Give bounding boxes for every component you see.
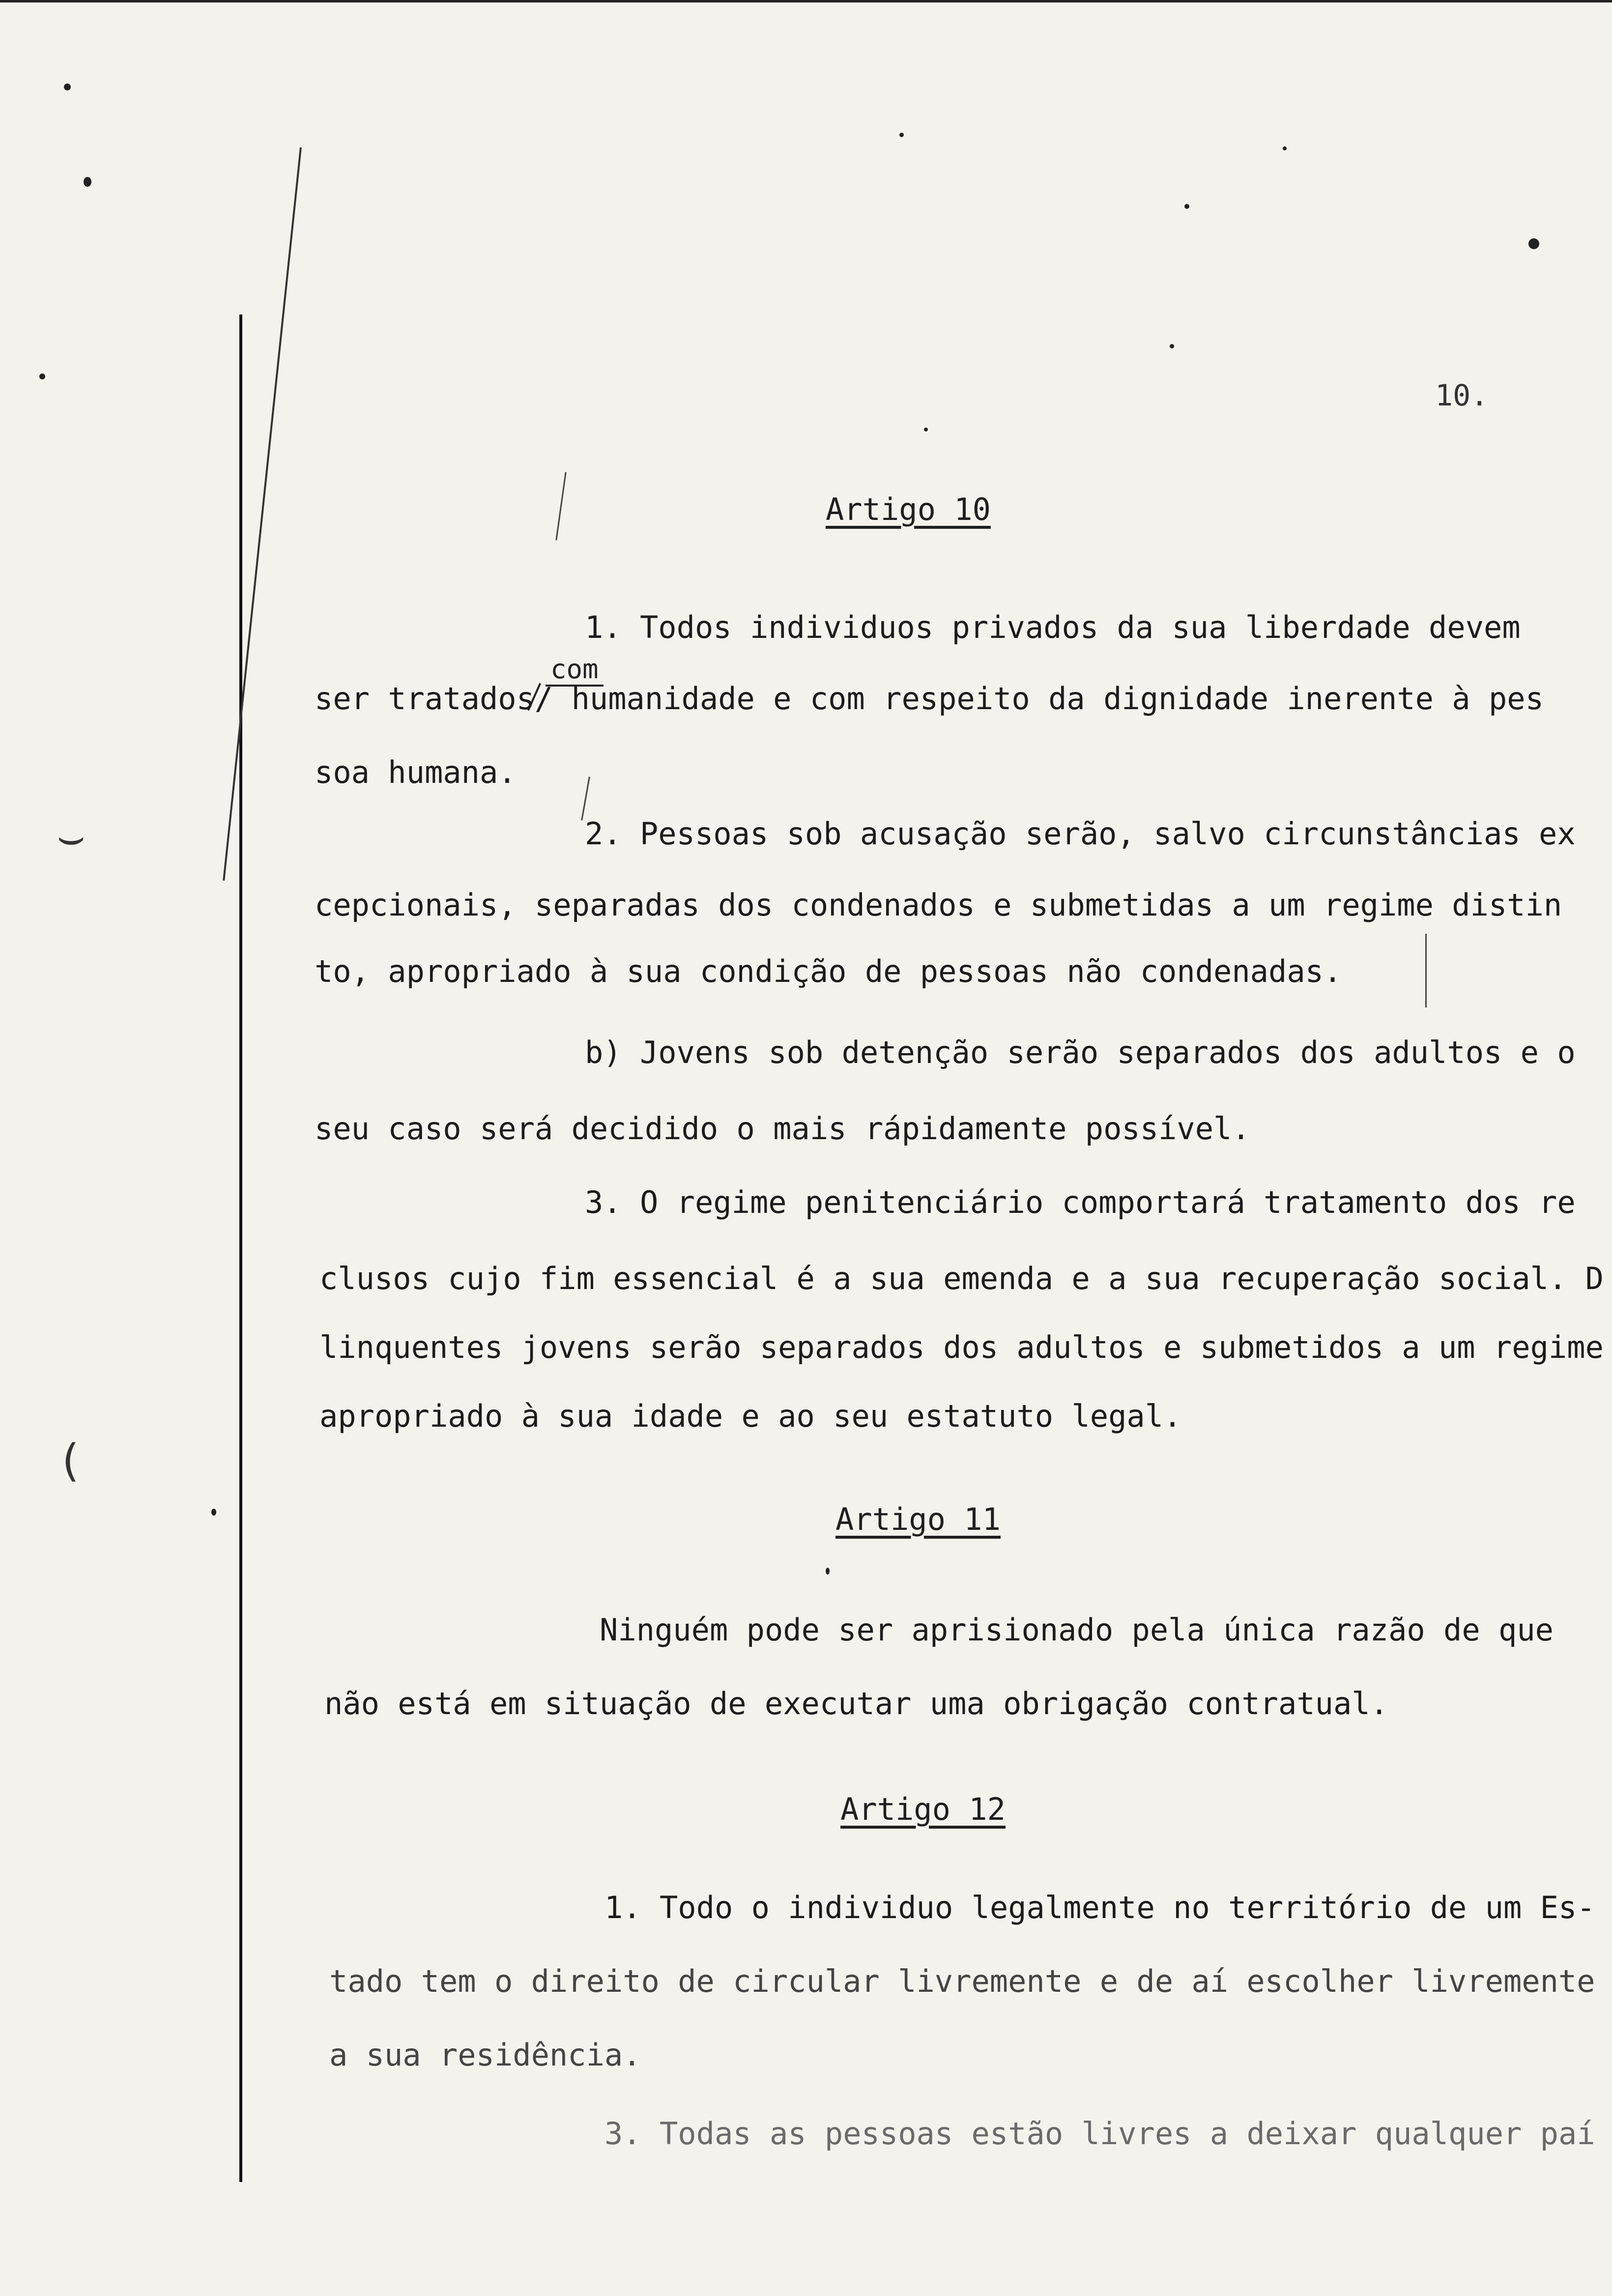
artigo-11-heading: Artigo 11: [835, 1501, 1001, 1537]
pencil-tick: [581, 776, 590, 820]
edge-mark: ⌣: [57, 811, 86, 862]
artigo-10-line: ser tratados/ humanidade e com respeito da dignidade inerente à pes: [315, 681, 1544, 717]
scan-speck: [1170, 344, 1174, 348]
artigo-10-line: 2. Pessoas sob acusação serão, salvo circunstâncias ex: [585, 816, 1576, 852]
artigo-10-heading: Artigo 10: [826, 491, 991, 527]
artigo-10-line: to, apropriado à sua condição de pessoas não condenadas.: [315, 953, 1342, 989]
artigo-12-line: 3. Todas as pessoas estão livres a deixar qualquer paí: [604, 2116, 1595, 2152]
artigo-10-line: b) Jovens sob detenção serão separados dos adultos e o: [585, 1034, 1576, 1070]
margin-line: [239, 315, 242, 2182]
scan-speck: [826, 1568, 830, 1575]
artigo-12-line: tado tem o direito de circular livremente e de aí escolher livremente: [329, 1963, 1595, 1999]
inserted-word: com: [546, 654, 604, 687]
pencil-tick: [1425, 934, 1427, 1007]
top-border: [0, 0, 1612, 2]
pencil-tick: [555, 472, 566, 540]
artigo-12-line: a sua residência.: [329, 2037, 641, 2073]
artigo-10-line: apropriado à sua idade e ao seu estatuto legal.: [319, 1398, 1182, 1434]
artigo-10-line: 3. O regime penitenciário comportará tratamento dos re: [585, 1184, 1576, 1220]
scan-speck: [1184, 204, 1189, 209]
artigo-12-heading: Artigo 12: [840, 1791, 1006, 1827]
page-number: 10.: [1435, 378, 1489, 413]
artigo-10-line: cepcionais, separadas dos condenados e submetidas a um regime distin: [315, 887, 1562, 923]
pencil-stroke: [223, 147, 302, 881]
scan-speck: [84, 177, 91, 187]
scan-speck: [899, 133, 904, 137]
artigo-11-line: Ninguém pode ser aprisionado pela única razão de que: [600, 1612, 1554, 1648]
scan-speck: [1283, 146, 1287, 150]
scan-speck: [64, 84, 71, 90]
scan-speck: [211, 1509, 216, 1516]
artigo-10-line: clusos cujo fim essencial é a sua emenda e a sua recuperação social. D: [319, 1261, 1604, 1296]
scan-speck: [39, 373, 45, 379]
artigo-10-line: seu caso será decidido o mais rápidamente possível.: [315, 1111, 1250, 1147]
edge-mark: (: [57, 1435, 84, 1487]
artigo-10-line: 1. Todos individuos privados da sua liberdade devem: [585, 609, 1521, 645]
artigo-10-line: linquentes jovens serão separados dos adultos e submetidos a um regime: [319, 1329, 1604, 1365]
artigo-12-line: 1. Todo o individuo legalmente no território de um Es-: [604, 1890, 1595, 1925]
scan-speck: [924, 428, 928, 431]
artigo-10-line: soa humana.: [315, 754, 517, 790]
artigo-11-line: não está em situação de executar uma obrigação contratual.: [324, 1686, 1388, 1722]
scan-speck: [1528, 238, 1539, 249]
